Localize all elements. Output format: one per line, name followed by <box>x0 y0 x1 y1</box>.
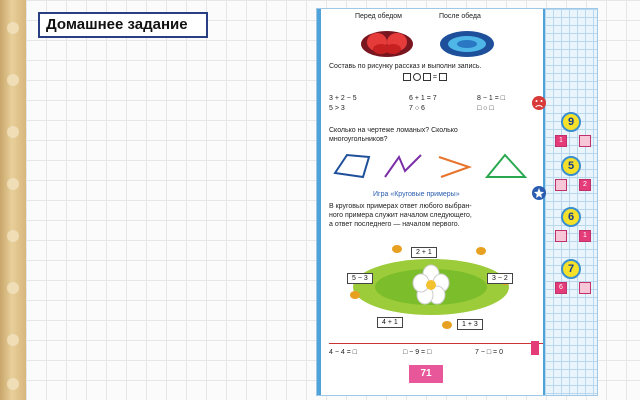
answer-cell: 2 <box>579 179 591 191</box>
game-text-line1: В круговых примерах ответ любого выбран- <box>329 203 472 210</box>
answer-cell <box>579 135 591 147</box>
decor-dot <box>7 334 19 346</box>
task2-text-line2: многоугольников? <box>329 136 388 143</box>
bottom-equation: 7 − □ = 0 <box>475 349 503 356</box>
example-box: 3 − 2 <box>487 273 513 284</box>
page-number: 71 <box>409 365 443 383</box>
page-content <box>323 9 541 395</box>
equation-2: 6 + 1 = 7 <box>409 95 437 102</box>
task1-template: = <box>403 73 447 81</box>
header-after-lunch: После обеда <box>439 13 481 20</box>
equation-1: 3 + 2 − 5 <box>329 95 357 102</box>
example-box: 5 − 3 <box>347 273 373 284</box>
polylines-drawing-icon <box>329 147 539 183</box>
decorative-side-strip <box>0 0 26 400</box>
equation-5: 7 ○ 6 <box>409 105 425 112</box>
decor-dot <box>7 126 19 138</box>
answer-cell: 1 <box>579 230 591 242</box>
decor-dot <box>7 378 19 390</box>
divider <box>329 343 543 344</box>
sad-face-icon <box>531 95 547 111</box>
bottom-equation: □ − 9 = □ <box>403 349 432 356</box>
equation-6: □ ○ □ <box>477 105 494 112</box>
task2-text-line1: Сколько на чертеже ломаных? Сколько <box>329 127 458 134</box>
decor-dot <box>7 230 19 242</box>
bottom-equation: 4 − 4 = □ <box>329 349 357 356</box>
slide-title: Домашнее задание <box>38 12 208 38</box>
answer-cell <box>555 230 567 242</box>
equation-4: 5 > 3 <box>329 105 345 112</box>
task1-text: Составь по рисунку рассказ и выполни запись. <box>329 63 482 70</box>
number-badge: 9 <box>561 112 581 132</box>
number-badge: 6 <box>561 207 581 227</box>
game-title: Игра «Круговые примеры» <box>373 191 460 198</box>
equation-3: 8 − 1 = □ <box>477 95 505 102</box>
number-badge: 5 <box>561 156 581 176</box>
decor-dot <box>7 22 19 34</box>
circular-examples-game <box>335 241 519 337</box>
decor-dot <box>7 74 19 86</box>
game-text-line3: а ответ последнего — началом первого. <box>329 221 460 228</box>
header-before-lunch: Перед обедом <box>355 13 402 20</box>
game-text-line2: ного примера служит началом следующего, <box>329 212 472 219</box>
textbook-page <box>316 8 598 396</box>
decor-dot <box>7 282 19 294</box>
example-box: 1 + 3 <box>457 319 483 330</box>
star-marker-icon <box>531 185 547 201</box>
question-marker-icon <box>531 341 539 355</box>
page-left-bar <box>317 9 321 395</box>
example-box: 2 + 1 <box>411 247 437 258</box>
plate-with-butterfly-icon <box>357 29 417 59</box>
answer-cell <box>579 282 591 294</box>
example-box: 4 + 1 <box>377 317 403 328</box>
answer-cell: 6 <box>555 282 567 294</box>
answer-cell: 1 <box>555 135 567 147</box>
decor-dot <box>7 178 19 190</box>
page-margin-grid <box>543 9 598 395</box>
number-badge: 7 <box>561 259 581 279</box>
answer-cell <box>555 179 567 191</box>
plate-empty-icon <box>437 29 497 59</box>
